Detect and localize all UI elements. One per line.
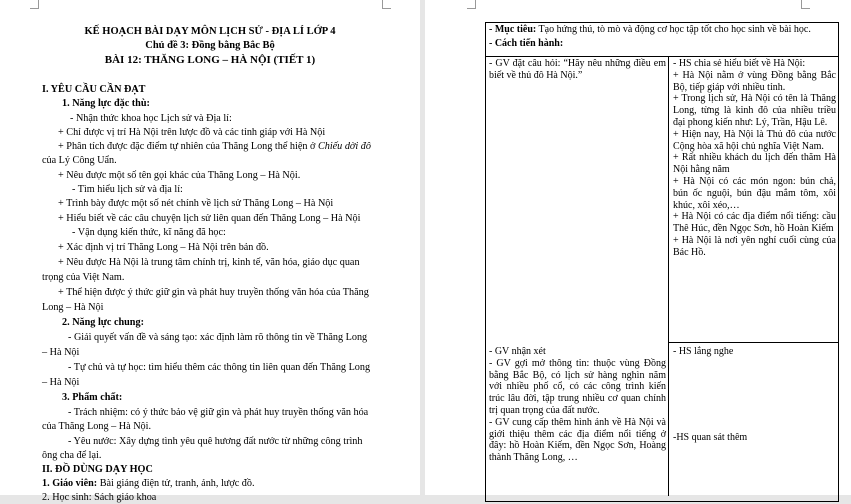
teacher-cell	[489, 58, 666, 82]
crop-mark	[30, 0, 39, 9]
lesson-plan-title: KẾ HOẠCH BÀI DẠY MÔN LỊCH SỬ - ĐỊA LÍ LỚP 4	[84, 26, 336, 37]
student-step: - HS chia sẻ hiểu biết về Hà Nội:	[673, 58, 806, 69]
student-cell	[673, 346, 836, 358]
subsection-heading: 2. Năng lực chung:	[62, 317, 144, 328]
text-line: của Lý Công Uẩn.	[42, 155, 117, 166]
text-line: - Vận dụng kiến thức, kĩ năng đã học:	[72, 227, 226, 238]
text-line: - Trách nhiệm: có ý thức bảo vệ giữ gìn và phát huy truyền thống văn hóa	[68, 407, 369, 418]
text-line: Long – Hà Nội	[42, 302, 104, 313]
student-step: -HS quan sát thêm	[673, 432, 748, 443]
student-step: - HS lắng nghe	[673, 346, 734, 357]
student-step: + Hiện nay, Hà Nội là Thủ đô của nước Cộng hòa xã hội chủ nghĩa Việt Nam.	[673, 128, 836, 152]
crop-mark	[382, 0, 391, 9]
text-line: của Thăng Long – Hà Nội.	[42, 421, 152, 432]
text-line: + Xác định vị trí Thăng Long – Hà Nội trên bản đồ.	[58, 242, 269, 253]
text-line: + Nêu được một số tên gọi khác của Thăng Long – Hà Nội.	[58, 170, 301, 181]
text-line: – Hà Nội	[42, 347, 80, 358]
text-line: + Trình bày được một số nét chính về lịch sử Thăng Long – Hà Nội	[58, 198, 334, 209]
goal-line: - Mục tiêu: Tạo hứng thú, tò mò và động cơ học tập tốt cho học sinh về bài học.	[489, 24, 811, 35]
subsection-heading: 1. Năng lực đặc thù:	[62, 98, 150, 109]
student-step: + Trong lịch sử, Hà Nội có tên là Thăng Long, từng là kinh đô của nhiều triều đại phong kiến như: Lý, Trần, Hậu Lê.	[673, 93, 836, 128]
text-line: + Thể hiện được ý thức giữ gìn và phát huy truyền thống văn hóa của Thăng	[58, 287, 369, 298]
table-row-divider	[485, 56, 839, 57]
crop-mark	[801, 0, 810, 9]
text-line: – Hà Nội	[42, 377, 80, 388]
teacher-step: - GV cung cấp thêm hình ảnh về Hà Nội và giới thiệu thêm các địa điểm nổi tiếng ở đây: hồ Hoàn Kiếm, đền Ngọc Sơn, Hoàng thành Thăng Long, …	[489, 416, 666, 464]
left-page	[0, 0, 420, 503]
crop-mark	[467, 0, 476, 9]
section-heading: I. YÊU CẦU CẦN ĐẠT	[42, 84, 146, 95]
text-line: - Nhận thức khoa học Lịch sử và Địa lí:	[70, 113, 232, 124]
student-step: + Rất nhiều khách du lịch đến thăm Hà Nội hằng năm	[673, 152, 836, 176]
teacher-cell	[489, 346, 666, 464]
table-column-divider	[668, 56, 669, 496]
teacher-step: - GV gợi mở thông tin: thuộc vùng Đồng bằng Bắc Bộ, có lịch sử hàng nghìn năm với nhiều phố cổ, có các công trình kiến trúc lâu đời, tập trung nhiều cơ quan chính trị quan trọng của đất nước.	[489, 357, 666, 416]
text-line: + Hiểu biết về các câu chuyện lịch sử liên quan đến Thăng Long – Hà Nội	[58, 213, 361, 224]
text-line: trọng của Việt Nam.	[42, 272, 125, 283]
teacher-step: - GV nhận xét	[489, 346, 546, 357]
student-cell	[673, 432, 836, 444]
text-line: ông cha để lại.	[42, 450, 102, 461]
topic-title: Chủ đề 3: Đồng bằng Bắc Bộ	[145, 40, 275, 51]
section-heading: II. ĐỒ DÙNG DẠY HỌC	[42, 464, 153, 475]
text-line: + Phân tích được đặc điểm tự nhiên của Thăng Long thể hiện ở Chiếu dời đô	[58, 141, 371, 152]
subsection-heading: 3. Phẩm chất:	[62, 392, 123, 403]
text-line: - Giải quyết vấn đề và sáng tạo: xác định làm rõ thông tin về Thăng Long	[68, 332, 368, 343]
text-line: 2. Học sinh: Sách giáo khoa	[42, 492, 157, 503]
student-step: + Hà Nội là nơi yên nghỉ cuối cùng của Bác Hồ.	[673, 234, 836, 258]
teacher-step: - GV đặt câu hỏi: “Hãy nêu những điều em biết về thủ đô Hà Nội.”	[489, 58, 666, 81]
procedure-label: - Cách tiến hành:	[489, 38, 564, 49]
text-line: + Chỉ được vị trí Hà Nội trên lược đồ và các tỉnh giáp với Hà Nội	[58, 127, 326, 138]
text-line: - Tự chủ và tự học: tìm hiểu thêm các thông tin liên quan đến Thăng Long	[68, 362, 371, 373]
student-step: + Hà Nội nằm ở vùng Đồng bằng Bắc Bộ, tiếp giáp với nhiều tỉnh.	[673, 69, 836, 93]
table-row-divider	[668, 342, 839, 343]
text-line: - Yêu nước: Xây dựng tình yêu quê hương đất nước từ những công trình	[68, 436, 363, 447]
lesson-title: BÀI 12: THĂNG LONG – HÀ NỘI (TIẾT 1)	[104, 54, 316, 66]
text-line: 1. Giáo viên: Bài giảng điện tử, tranh, ảnh, lược đồ.	[42, 478, 255, 489]
text-line: - Tìm hiểu lịch sử và địa lí:	[72, 184, 183, 195]
student-step: + Hà Nội có các địa điểm nổi tiếng: cầu Thê Húc, đền Ngọc Sơn, hồ Hoàn Kiếm	[673, 211, 836, 235]
student-step: + Hà Nội có các món ngon: bún chả, bún ốc nguội, bún đậu mắm tôm, xôi khúc, xôi xéo,…	[673, 175, 836, 211]
student-cell	[673, 58, 836, 259]
text-line: + Nêu được Hà Nội là trung tâm chính trị, kinh tế, văn hóa, giáo dục quan	[58, 257, 360, 268]
right-page	[425, 0, 851, 495]
